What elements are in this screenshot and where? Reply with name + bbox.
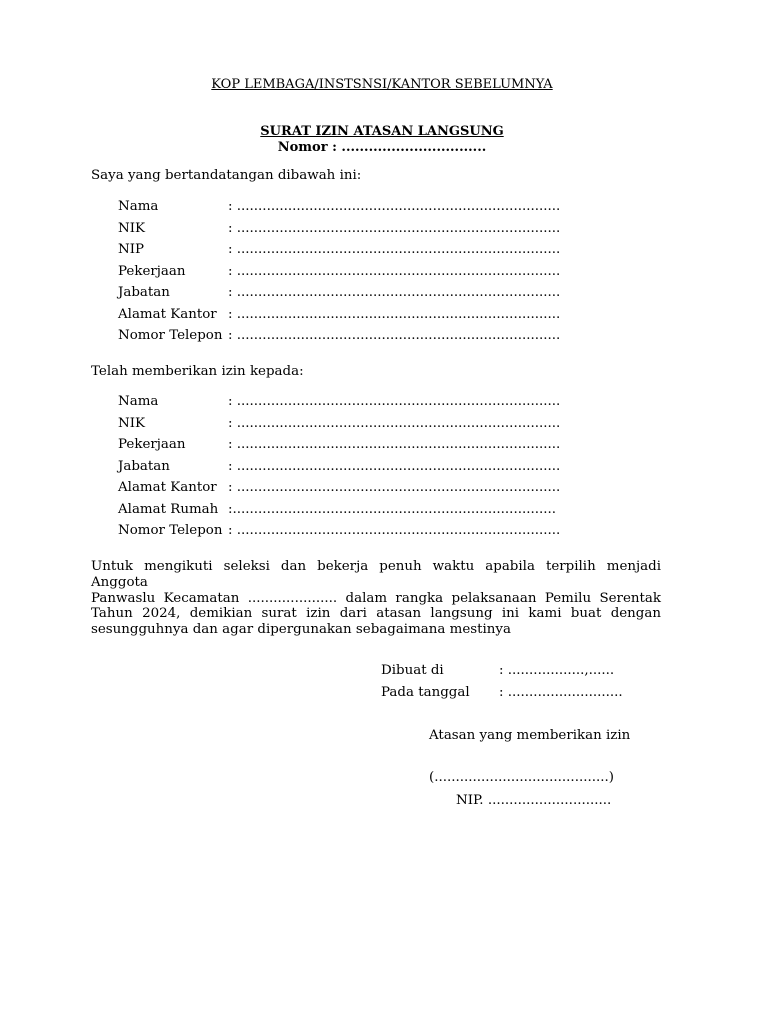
- document-title: SURAT IZIN ATASAN LANGSUNG: [260, 124, 504, 139]
- section2-intro: Telah memberikan izin kepada:: [91, 364, 304, 379]
- dibuat-label: Dibuat di: [381, 663, 444, 678]
- field-label: NIP: [118, 242, 145, 257]
- field-value: : ............................................................................: [228, 480, 561, 495]
- section1-intro: Saya yang bertandatangan dibawah ini:: [91, 168, 362, 183]
- field-value: : ............................................................................: [228, 523, 561, 538]
- body-line: Untuk mengikuti seleksi dan bekerja penuh waktu apabila terpilih menjadi Anggota: [91, 559, 661, 590]
- field-label: Jabatan: [118, 458, 170, 474]
- field-value: : ............................................................................: [228, 328, 561, 343]
- section1-fields: [118, 196, 560, 347]
- field-label: Nama: [118, 394, 159, 409]
- field-value: : ............................................................................: [228, 437, 561, 452]
- field-row: [118, 218, 560, 240]
- field-label: NIK: [118, 415, 146, 431]
- field-row: [118, 499, 560, 521]
- letterhead-placeholder: KOP LEMBAGA/INSTSNSI/KANTOR SEBELUMNYA: [211, 77, 553, 92]
- body-line: Panwaslu Kecamatan ..................... dalam rangka pelaksanaan Pemilu Serentak: [91, 590, 661, 606]
- field-row: [118, 477, 560, 499]
- section2-fields: [118, 391, 560, 542]
- tanggal-row: [381, 685, 623, 700]
- dibuat-value: : ..................,......: [499, 663, 615, 678]
- field-row: [118, 391, 560, 413]
- field-row: [118, 261, 560, 283]
- field-value: : ............................................................................: [228, 285, 561, 300]
- field-value: :............................................................................: [228, 501, 557, 517]
- field-row: [118, 325, 560, 347]
- field-label: NIK: [118, 220, 146, 236]
- field-label: Alamat Kantor: [118, 306, 217, 322]
- field-label: Nama: [118, 199, 159, 214]
- field-row: [118, 456, 560, 478]
- field-label: Alamat Rumah: [118, 501, 219, 517]
- field-label: Nomor Telepon: [118, 328, 223, 343]
- field-row: [118, 304, 560, 326]
- body-line: sesungguhnya dan agar dipergunakan sebagaimana mestinya: [91, 622, 511, 638]
- field-value: : ............................................................................: [228, 263, 561, 279]
- document-number: Nomor : ................................: [277, 140, 487, 155]
- field-label: Pekerjaan: [118, 263, 186, 279]
- field-row: [118, 413, 560, 435]
- field-value: : ............................................................................: [228, 220, 561, 236]
- field-label: Jabatan: [118, 285, 170, 300]
- field-value: : ............................................................................: [228, 415, 561, 431]
- field-value: : ............................................................................: [228, 394, 561, 409]
- field-value: : ............................................................................: [228, 306, 561, 322]
- field-value: : ............................................................................: [228, 458, 561, 474]
- field-row: [118, 196, 560, 218]
- field-label: Nomor Telepon: [118, 523, 223, 538]
- tanggal-value: : ...........................: [499, 685, 623, 700]
- tanggal-label: Pada tanggal: [381, 685, 470, 700]
- field-row: [118, 434, 560, 456]
- body-line: Tahun 2024, demikian surat izin dari atasan langsung ini kami buat dengan: [91, 606, 661, 622]
- field-row: [118, 239, 560, 261]
- field-label: Alamat Kantor: [118, 480, 217, 495]
- field-row: [118, 282, 560, 304]
- field-value: : ............................................................................: [228, 242, 561, 257]
- dibuat-row: [381, 663, 614, 678]
- signature-name-placeholder: (.........................................): [429, 770, 614, 785]
- field-value: : ............................................................................: [228, 199, 561, 214]
- body-paragraph: [91, 559, 661, 638]
- field-row: [118, 520, 560, 542]
- field-label: Pekerjaan: [118, 437, 186, 452]
- signatory-nip: NIP. .............................: [456, 793, 612, 808]
- signatory-title: Atasan yang memberikan izin: [429, 728, 631, 743]
